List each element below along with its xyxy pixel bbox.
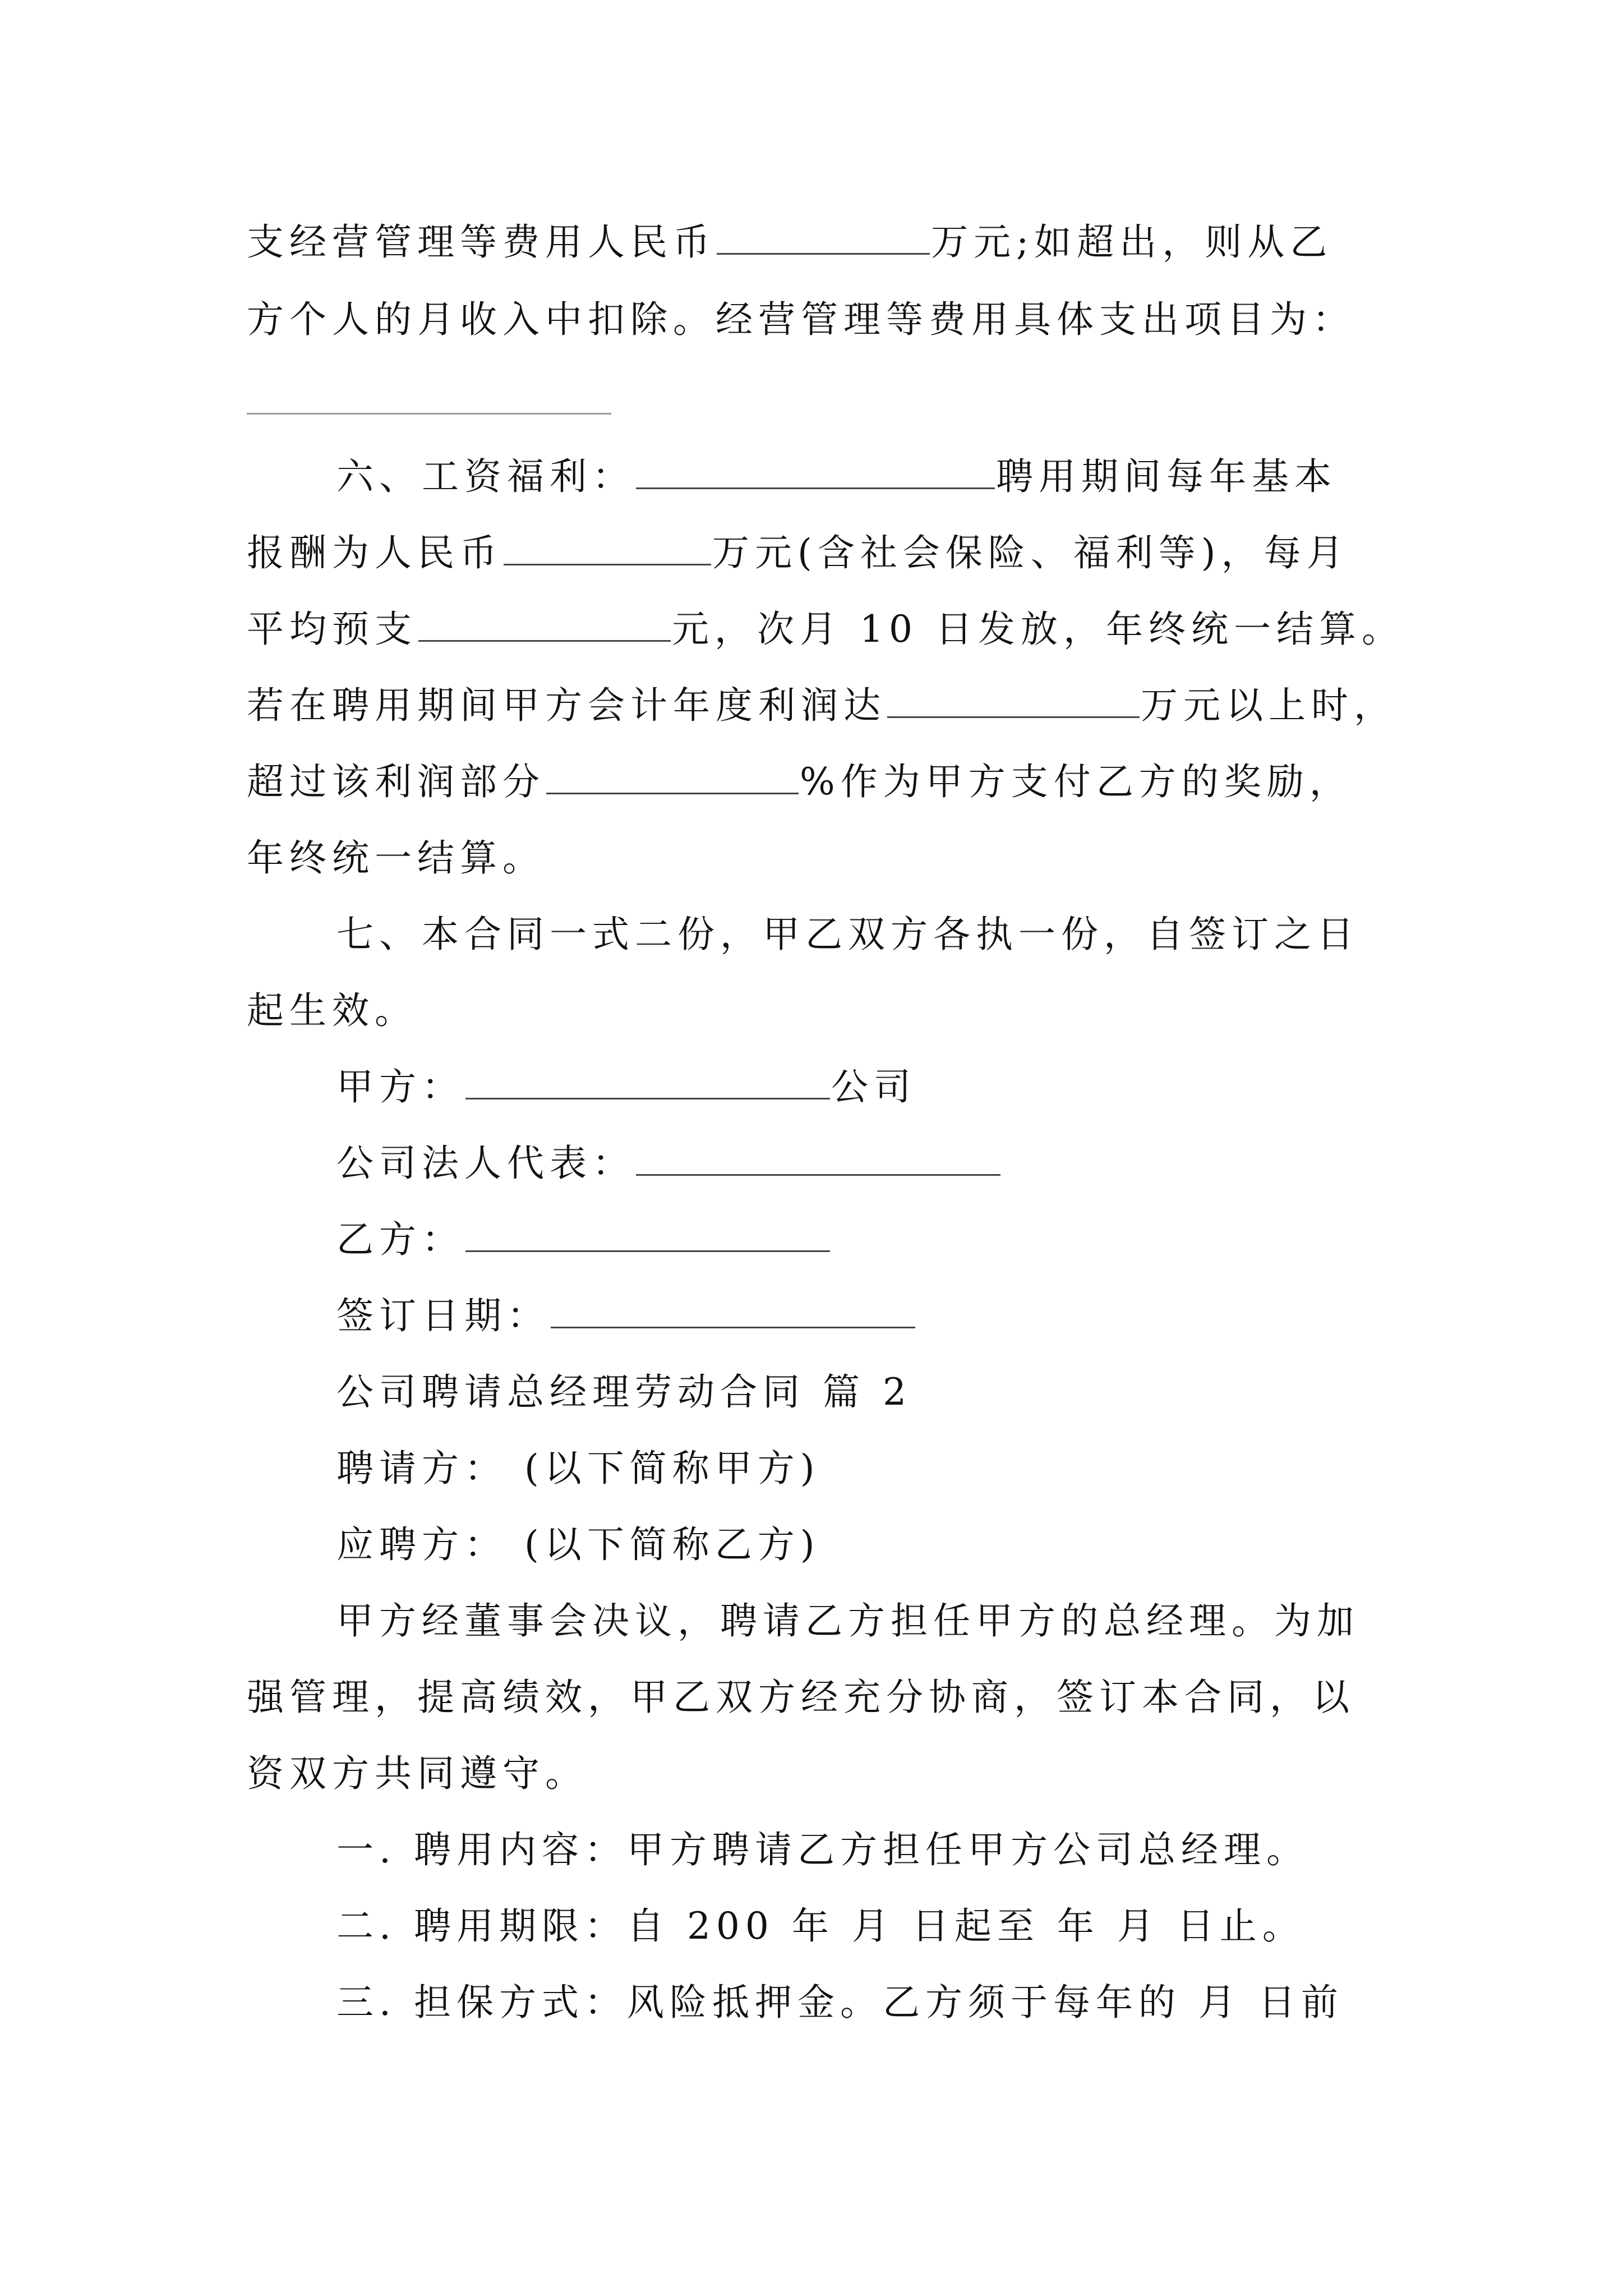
sign-date-line: 签订日期：: [336, 1294, 916, 1338]
text-line: 强管理，提高绩效，甲乙双方经充分协商，签订本合同，以: [247, 1676, 1355, 1719]
legal-rep-line: 公司法人代表：: [336, 1141, 1002, 1186]
text-line: 三. 担保方式：风险抵押金。乙方须于每年的 月 日前: [336, 1981, 1344, 2024]
fill-blank[interactable]: [418, 609, 671, 642]
text-line: 超过该利润部分 %作为甲方支付乙方的奖励，: [247, 760, 1352, 803]
fill-blank[interactable]: [247, 413, 611, 415]
legal-rep-field[interactable]: [636, 1143, 1000, 1176]
text-line: 资双方共同遵守。: [247, 1752, 588, 1795]
text-line: 七、本合同一式二份，甲乙双方各执一份，自签订之日: [336, 913, 1359, 956]
fill-blank[interactable]: [504, 532, 711, 565]
text-line: 年终统一结算。: [247, 836, 545, 880]
section-title: 公司聘请总经理劳动合同 篇 2: [336, 1370, 912, 1414]
text-line: 报酬为人民币 万元(含社会保险、福利等)，每月: [247, 531, 1349, 574]
text-line: 支经营管理等费用人民币 万元;如超出，则从乙: [247, 220, 1333, 264]
party-b-line: 乙方：: [336, 1217, 831, 1262]
party-a-line: 甲方： 公司: [336, 1065, 916, 1108]
text-line: 若在聘用期间甲方会计年度利润达 万元以上时，: [247, 684, 1396, 727]
sign-date-field[interactable]: [551, 1295, 915, 1328]
party-a-field[interactable]: [465, 1066, 830, 1099]
text-line: 聘请方： (以下简称甲方): [336, 1447, 820, 1490]
text-line: 甲方经董事会决议，聘请乙方担任甲方的总经理。为加: [336, 1599, 1359, 1642]
party-b-field[interactable]: [465, 1219, 830, 1252]
text-line: 方个人的月收入中扣除。经营管理等费用具体支出项目为：: [247, 298, 1355, 341]
text-line: 一. 聘用内容：甲方聘请乙方担任甲方公司总经理。: [336, 1828, 1309, 1871]
fill-blank[interactable]: [636, 456, 995, 489]
fill-blank[interactable]: [887, 685, 1140, 718]
text-line: 应聘方： (以下简称乙方): [336, 1523, 820, 1566]
text-line: 二. 聘用期限：自 200 年 月 日起至 年 月 日止。: [336, 1904, 1305, 1948]
fill-blank[interactable]: [717, 222, 930, 255]
text-line: 平均预支 元，次月 10 日发放，年终统一结算。: [247, 608, 1404, 651]
text-line: 六、工资福利： 聘用期间每年基本: [336, 455, 1337, 498]
text-line: 起生效。: [247, 989, 417, 1032]
fill-blank[interactable]: [546, 761, 799, 794]
